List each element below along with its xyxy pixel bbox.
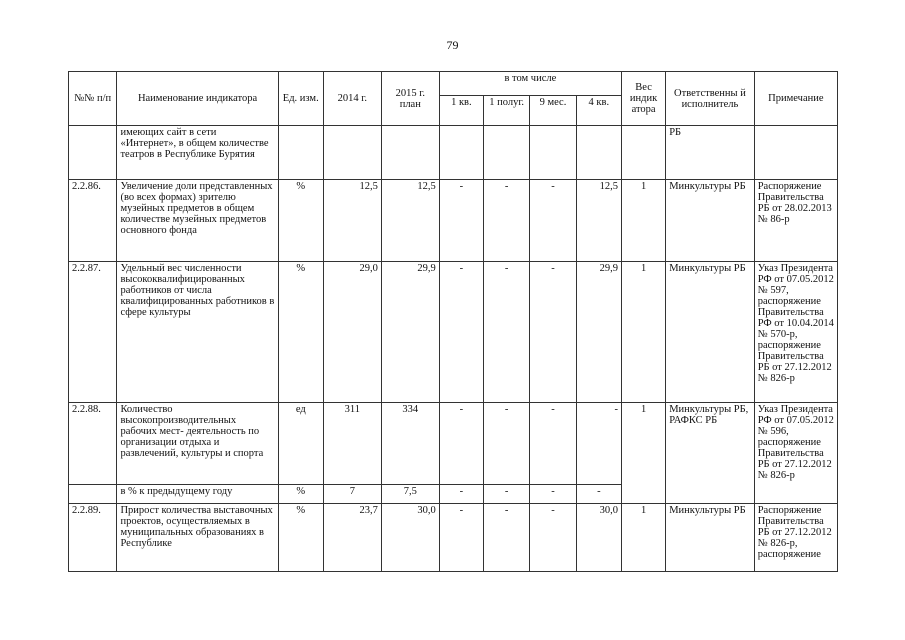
cell-num: 2.2.89. bbox=[69, 504, 117, 572]
cell-name: Удельный вес численности высококвалифицированных работников от числа квалифицированных работников в сфере культуры bbox=[117, 262, 278, 403]
cell-2014: 23,7 bbox=[323, 504, 381, 572]
cell-9m: - bbox=[530, 485, 576, 504]
cell-weight: 1 bbox=[621, 180, 665, 262]
header-q1: 1 кв. bbox=[439, 96, 483, 126]
cell-2014: 12,5 bbox=[323, 180, 381, 262]
cell-2015: 334 bbox=[381, 403, 439, 485]
table-row bbox=[69, 180, 838, 262]
cell-9m: - bbox=[530, 504, 576, 572]
cell-note: Распоряжение Правительства РБ от 27.12.2012 № 826-р, распоряжение bbox=[754, 504, 837, 572]
header-2014: 2014 г. bbox=[323, 72, 381, 126]
cell-weight bbox=[621, 126, 665, 180]
cell-q4: 30,0 bbox=[576, 504, 621, 572]
cell-q4: 12,5 bbox=[576, 180, 621, 262]
cell-note bbox=[754, 126, 837, 180]
cell-q1: - bbox=[439, 262, 483, 403]
cell-name: имеющих сайт в сети «Интернет», в общем количестве театров в Республике Бурятия bbox=[117, 126, 278, 180]
table-row bbox=[69, 504, 838, 572]
cell-weight: 1 bbox=[621, 504, 665, 572]
cell-q1 bbox=[439, 126, 483, 180]
cell-q1: - bbox=[439, 403, 483, 485]
table-row bbox=[69, 126, 838, 180]
cell-num: 2.2.87. bbox=[69, 262, 117, 403]
indicator-table bbox=[68, 71, 838, 572]
cell-responsible: Минкультуры РБ, РАФКС РБ bbox=[666, 403, 754, 504]
cell-num: 2.2.88. bbox=[69, 403, 117, 485]
cell-note: Указ Президента РФ от 07.05.2012 № 596, распоряжение Правительства РБ от 27.12.2012 № 826-р bbox=[754, 403, 837, 504]
cell-unit: % bbox=[278, 485, 323, 504]
cell-num bbox=[69, 485, 117, 504]
header-h1: 1 полуг. bbox=[483, 96, 529, 126]
header-weight: Вес индик атора bbox=[621, 72, 665, 126]
cell-9m bbox=[530, 126, 576, 180]
header-note: Примечание bbox=[754, 72, 837, 126]
cell-name: Количество высокопроизводительных рабочих мест- деятельность по организации отдыха и развлечений, культуры и спорта bbox=[117, 403, 278, 485]
cell-h1 bbox=[483, 126, 529, 180]
cell-unit bbox=[278, 126, 323, 180]
header-responsible: Ответственны й исполнитель bbox=[666, 72, 754, 126]
cell-2014: 29,0 bbox=[323, 262, 381, 403]
cell-note: Указ Президента РФ от 07.05.2012 № 597, распоряжение Правительства РФ от 10.04.2014 № 570-р, распоряжение Правительства РБ от 27.12.2012 № 826-р bbox=[754, 262, 837, 403]
header-q4: 4 кв. bbox=[576, 96, 621, 126]
cell-h1: - bbox=[483, 485, 529, 504]
cell-h1: - bbox=[483, 504, 529, 572]
cell-h1: - bbox=[483, 403, 529, 485]
cell-9m: - bbox=[530, 180, 576, 262]
cell-num bbox=[69, 126, 117, 180]
table-row bbox=[69, 262, 838, 403]
cell-note: Распоряжение Правительства РБ от 28.02.2013 № 86-р bbox=[754, 180, 837, 262]
cell-h1: - bbox=[483, 180, 529, 262]
cell-q1: - bbox=[439, 180, 483, 262]
cell-2015: 30,0 bbox=[381, 504, 439, 572]
cell-2015: 7,5 bbox=[381, 485, 439, 504]
cell-q4: - bbox=[576, 485, 621, 504]
cell-unit: % bbox=[278, 504, 323, 572]
cell-2014 bbox=[323, 126, 381, 180]
cell-name: в % к предыдущему году bbox=[117, 485, 278, 504]
header-2015-plan: 2015 г. план bbox=[381, 72, 439, 126]
cell-2014: 311 bbox=[323, 403, 381, 485]
header-including: в том числе bbox=[439, 72, 621, 96]
cell-responsible: Минкультуры РБ bbox=[666, 262, 754, 403]
cell-num: 2.2.86. bbox=[69, 180, 117, 262]
cell-unit: % bbox=[278, 262, 323, 403]
cell-responsible: Минкультуры РБ bbox=[666, 180, 754, 262]
page-number: 79 bbox=[446, 38, 459, 52]
cell-2015: 29,9 bbox=[381, 262, 439, 403]
cell-2014: 7 bbox=[323, 485, 381, 504]
header-num: №№ п/п bbox=[69, 72, 117, 126]
cell-q4: - bbox=[576, 403, 621, 485]
cell-name: Увеличение доли представленных (во всех формах) зрителю музейных предметов в общем количестве музейных предметов основного фонда bbox=[117, 180, 278, 262]
cell-9m: - bbox=[530, 262, 576, 403]
cell-unit: ед bbox=[278, 403, 323, 485]
cell-q1: - bbox=[439, 504, 483, 572]
table-row bbox=[69, 403, 838, 485]
cell-responsible: Минкультуры РБ bbox=[666, 504, 754, 572]
header-name: Наименование индикатора bbox=[117, 72, 278, 126]
cell-q1: - bbox=[439, 485, 483, 504]
cell-q4 bbox=[576, 126, 621, 180]
header-9m: 9 мес. bbox=[530, 96, 576, 126]
cell-responsible: РБ bbox=[666, 126, 754, 180]
cell-q4: 29,9 bbox=[576, 262, 621, 403]
cell-weight: 1 bbox=[621, 262, 665, 403]
cell-unit: % bbox=[278, 180, 323, 262]
cell-weight: 1 bbox=[621, 403, 665, 504]
cell-2015: 12,5 bbox=[381, 180, 439, 262]
cell-name: Прирост количества выставочных проектов, осуществляемых в муниципальных образованиях в Республике bbox=[117, 504, 278, 572]
cell-2015 bbox=[381, 126, 439, 180]
cell-h1: - bbox=[483, 262, 529, 403]
header-unit: Ед. изм. bbox=[278, 72, 323, 126]
cell-9m: - bbox=[530, 403, 576, 485]
